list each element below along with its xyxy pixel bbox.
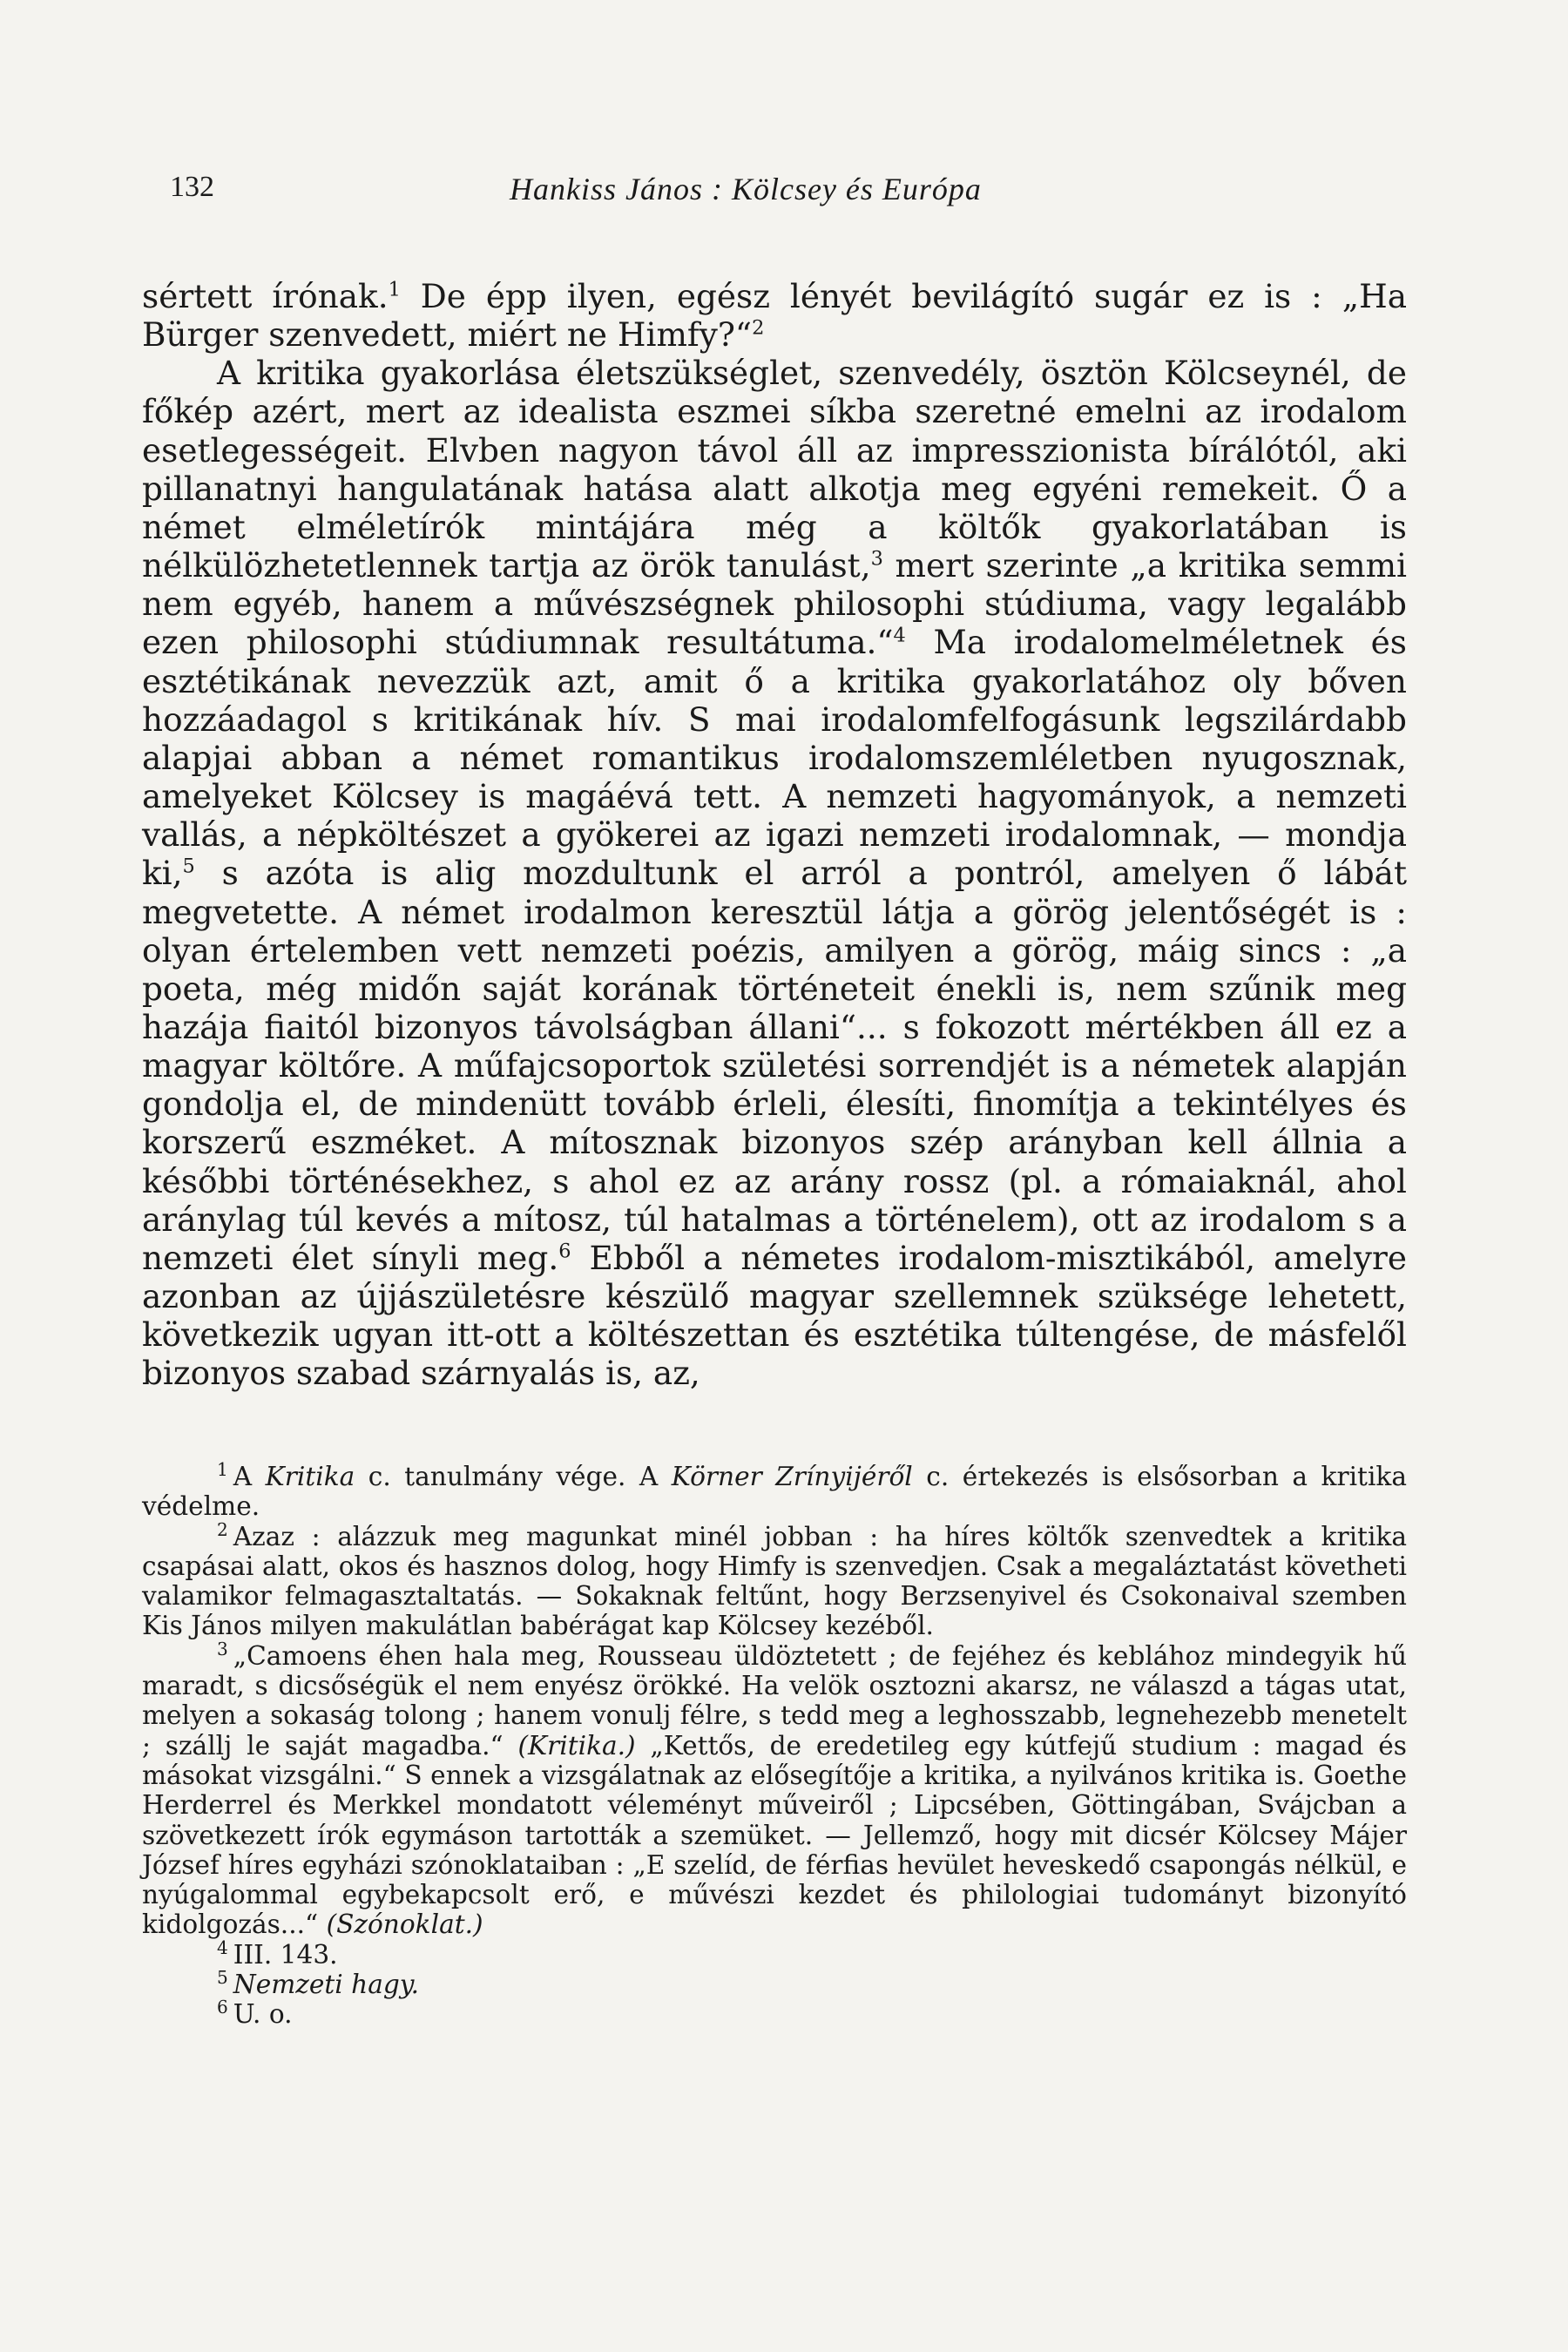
text-run: sértett írónak. (142, 277, 389, 315)
text-run: U. o. (233, 1999, 293, 2030)
footnote-mark: 4 (217, 1936, 228, 1958)
text-run-italic: Nemzeti hagy. (233, 1970, 419, 2000)
footnote-ref-1: 1 (388, 278, 401, 301)
running-title: Hankiss János : Kölcsey és Európa (510, 172, 982, 206)
footnote-ref-2: 2 (752, 316, 765, 340)
footnote-ref-5: 5 (182, 855, 195, 878)
text-run-italic: Körner Zrínyijéről (671, 1462, 913, 1491)
footnote-mark: 1 (217, 1459, 228, 1481)
text-run: c. tanulmány vége. A (355, 1462, 672, 1491)
text-run: A kritika gyakorlása életszükséglet, szenvedély, ösztön Kölcseynél, de főkép azért, mert az idealista eszmei síkba szeretné emelni az irodalom esetlegességeit. Elvben nagyon távol áll az impresszionista bírálótól, aki pillanatnyi hangulatának hatása alatt alkotja meg egyéni remekeit. Ő a német elméletírók mintájára még a költők gyakorlatában is nélkülözhetetlennek tartja az örök tanulást, (142, 354, 1407, 585)
footnote-ref-6: 6 (558, 1240, 571, 1263)
footnote-ref-4: 4 (893, 624, 906, 647)
text-run-italic: (Kritika.) (517, 1730, 636, 1761)
main-text (142, 277, 1407, 1393)
footnote-ref-3: 3 (870, 547, 883, 571)
text-run: „Kettős, de eredetileg egy kútfejű studium : magad és másokat vizsgálni.“ S ennek a vizsgálatnak az elősegítője a kritika, a nyilvános kritika is. Goethe Herderrel és Merkkel mondatott véleményt műveiről ; Lipcsében, Göttingában, Svájcban a szövetkezett írók egymáson tartották a szemüket. — Jellemző, hogy mit dicsér Kölcsey Májer József híres egyházi szónoklataiban : „E szelíd, de férfias hevület heveskedő csapongás nélkül, e nyúgalommal egybekapcsolt erő, e művészi kezdet és philologiai tudományt bizonyító kidolgozás...“ (142, 1730, 1407, 1940)
footnote-mark: 6 (217, 1997, 228, 2018)
text-run: c. értekezés is elsősorban a kritika védelme. (142, 1462, 1407, 1522)
page-number: 132 (170, 171, 214, 203)
running-head (170, 171, 1402, 214)
text-run-italic: (Szónoklat.) (326, 1909, 483, 1940)
text-run: s azóta is alig mozdultunk el arról a pontról, amelyen ő lábát megvetette. A német irodalmon keresztül látja a görög jelentőségét is : olyan értelemben vett nemzeti poézis, amilyen a görög, máig sincs : „a poeta, még midőn saját korának történeteit énekli is, nem szűnik meg hazája fiaitól bizonyos távolságban állani“... s fokozott mértékben áll ez a magyar költőre. A műfajcsoportok születési sorrendjét is a németek alapján gondolja el, de mindenütt tovább érleli, élesíti, finomítja a tekintélyes és korszerű eszméket. A mítosznak bizonyos szép arányban kell állnia a későbbi történésekhez, s ahol ez az arány rossz (pl. a rómaiaknál, ahol aránylag túl kevés a mítosz, túl hatalmas a történelem), ott az irodalom s a nemzeti élet sínyli meg. (142, 854, 1407, 1277)
text-run: III. 143. (233, 1939, 338, 1970)
text-run: A (233, 1462, 266, 1491)
footnote-mark: 2 (217, 1518, 228, 1540)
text-run: Azaz : alázzuk meg magunkat minél jobban : ha híres költők szenvedtek a kritika csapásai alatt, okos és hasznos dolog, hogy Himfy is szenvedjen. Csak a megaláztatást követheti valamikor felmagasztaltatás. — Sokaknak feltűnt, hogy Berzsenyivel és Csokonaival szemben Kis János milyen makulátlan babérágat kap Kölcsey kezéből. (142, 1521, 1407, 1641)
text-run: De épp ilyen, egész lényét bevilágító sugár ez is : „Ha Bürger szenvedett, miért ne Himfy?“ (142, 277, 1407, 355)
footnote-5 (142, 1967, 1407, 2000)
text-run: mert szerinte „a kritika semmi nem egyéb, hanem a művészségnek philosophi stúdiuma, vagy legalább ezen philosophi stúdiumnak resultátuma.“ (142, 546, 1408, 662)
paragraph-2 (142, 354, 1407, 1392)
footnote-mark: 3 (217, 1638, 228, 1659)
footnote-mark: 5 (217, 1967, 228, 1989)
footnote-3 (142, 1638, 1407, 1940)
text-run: Ebből a németes irodalom-misztikából, amelyre azonban az újjászületésre készülő magyar szellemnek szüksége lehetett, következik ugyan itt-ott a költészettan és esztétika túltengése, de másfelől bizonyos szabad szárnyalás is, az, (142, 1238, 1407, 1393)
footnotes (142, 1459, 1407, 2030)
text-run: Ma irodalomelméletnek és esztétikának nevezzük azt, amit ő a kritika gyakorlatához oly bőven hozzáadagol s kritikának hív. S mai irodalomfelfogásunk legszilárdabb alapjai abban a német romantikus irodalomszemléletben nyugosznak, amelyeket Kölcsey is magáévá tett. A nemzeti hagyományok, a nemzeti vallás, a népköltészet a gyökerei az igazi nemzeti irodalomnak, — mondja ki, (142, 623, 1407, 893)
paragraph-1 (142, 277, 1407, 354)
footnote-6 (142, 1999, 1407, 2029)
text-run: „Camoens éhen hala meg, Rousseau üldöztetett ; de fejéhez és keblához mindegyik hű maradt, s dicsőségük el nem enyész örökké. Ha velök osztozni akarsz, ne válaszd a tágas utat, melyen a sokaság tolong ; hanem vonulj félre, s tedd meg a leghosszabb, legnehezebb menetelt ; szállj le saját magadba.“ (142, 1640, 1407, 1761)
text-run-italic: Kritika (265, 1462, 355, 1491)
footnote-1 (142, 1459, 1407, 1522)
footnote-4 (142, 1936, 1407, 1970)
footnote-2 (142, 1518, 1407, 1641)
